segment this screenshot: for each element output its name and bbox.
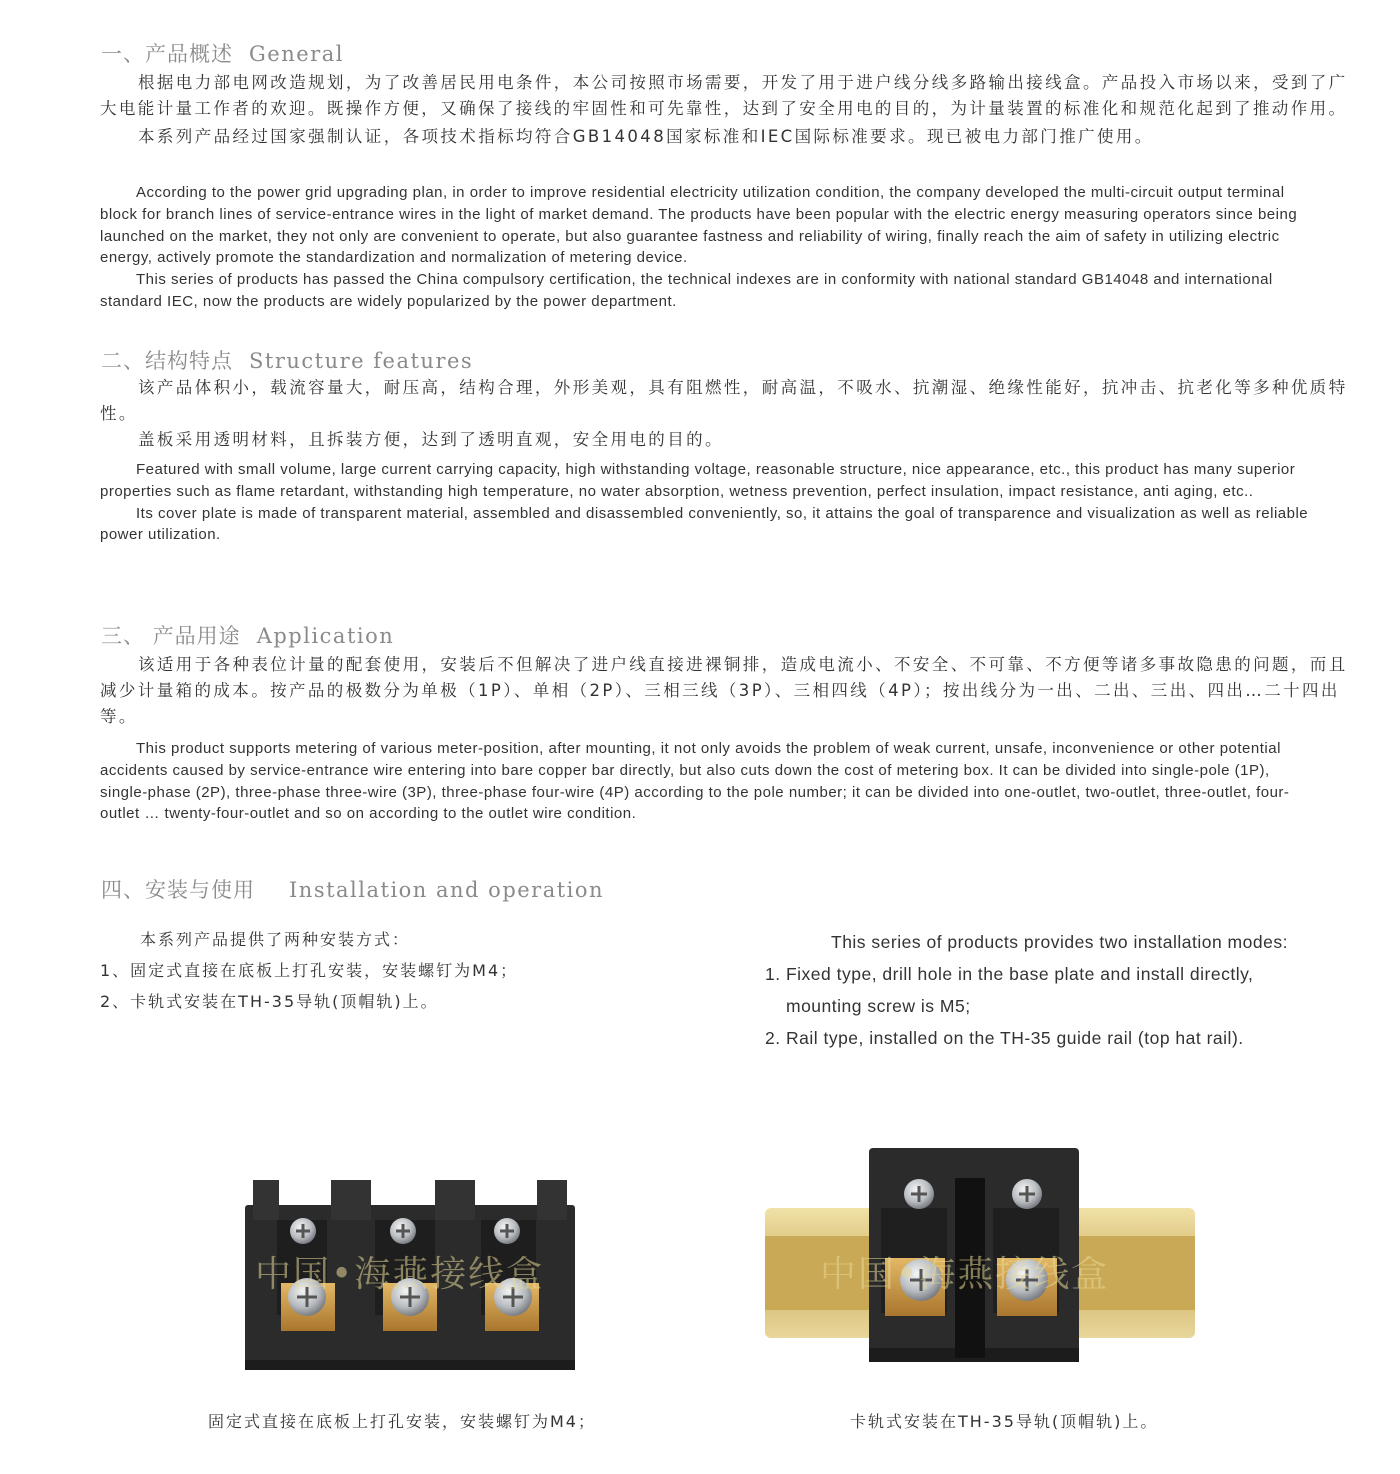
paragraph: Featured with small volume, large current carrying capacity, high withstanding voltage, reasonable structure, nice appearance, etc., this product has many superior properties such as flame retardant, withstanding high temperature, no water absorption, wetness prevention, perfect insulation, impact resistance, anti aging, etc.. [100,461,1296,500]
heading-zh: 四、安装与使用 [101,878,255,902]
installation-en-item: 2. Rail type, installed on the TH-35 guide rail (top hat rail). [765,1028,1244,1048]
installation-en-item: 1. Fixed type, drill hole in the base plate and install directly, [765,964,1254,984]
watermark: 中国•海燕接线盒 [820,1254,1110,1295]
installation-zh-intro: 本系列产品提供了两种安装方式： [140,930,411,949]
paragraph: 该适用于各种表位计量的配套使用，安装后不但解决了进户线直接进裸铜排，造成电流小、不安全、不可靠、不方便等诸多事故隐患的问题，而且减少计量箱的成本。按产品的极数分为单极（1P）、单相（2P）、三相三线（3P）、三相四线（4P）；按出线分为一出、二出、三出、四出…二十四出等。 [100,655,1348,726]
heading-zh: 二、结构特点 [101,349,233,373]
paragraph: Its cover plate is made of transparent material, assembled and disassembled conveniently, so, it attains the goal of transparence and visualization as well as reliable power utilization. [100,504,1309,544]
installation-zh-item: 1、固定式直接在底板上打孔安装，安装螺钉为M4； [100,961,519,980]
heading-en: Installation and operation [289,878,605,902]
paragraph: 该产品体积小，载流容量大，耐压高，结构合理，外形美观，具有阻燃性，耐高温，不吸水、抗潮湿、绝缘性能好，抗冲击、抗老化等多种优质特性。 [100,378,1348,423]
right-photo-caption: 卡轨式安装在TH-35导轨(顶帽轨)上。 [850,1412,1159,1431]
application-zh-text [100,652,1365,730]
installation-zh-item: 2、卡轨式安装在TH-35导轨(顶帽轨)上。 [100,992,439,1011]
paragraph: 盖板采用透明材料，且拆装方便，达到了透明直观，安全用电的目的。 [138,430,724,449]
installation-en-intro: This series of products provides two installation modes: [831,932,1288,952]
left-photo-caption: 固定式直接在底板上打孔安装，安装螺钉为M4； [208,1412,596,1431]
structure-en-text [100,459,1310,546]
paragraph: According to the power grid upgrading plan, in order to improve residential electricity utilization condition, the company developed the multi-circuit output terminal block for branch lines of service-entrance wires in the light of market demand. The products have been popular with the electric energy measuring operators since being launched on the market, they not only are convenient to operate, but also guarantee fastness and reliability of wiring, finally reach the aim of safety in utilizing electric energy, actively promote the standardization and normalization of metering device. [100,184,1298,267]
heading-en: General [249,42,344,66]
paragraph: This product supports metering of various meter-position, after mounting, it not only avoids the problem of weak current, unsafe, inconvenience or other potential accidents caused by service-entrance wire entering into bare copper bar directly, but also cuts down the cost of metering box. It can be divided into single-pole (1P), single-phase (2P), three-phase three-wire (3P), three-phase four-wire (4P) according to the pole number; it can be divided into one-outlet, two-outlet, three-outlet, four-outlet … twenty-four-outlet and so on according to the outlet wire condition. [100,740,1290,823]
application-en-text [100,738,1310,825]
heading-en: Application [256,624,395,648]
section-heading-general [101,38,344,68]
heading-zh: 三、 产品用途 [101,624,241,648]
installation-en [765,926,1365,1054]
installation-zh [100,924,660,1017]
general-en-text [100,182,1310,313]
general-zh-text [100,70,1365,150]
installation-en-item: mounting screw is M5; [786,996,971,1016]
paragraph: 本系列产品经过国家强制认证，各项技术指标均符合GB14048国家标准和IEC国际标准要求。现已被电力部门推广使用。 [138,127,1154,146]
paragraph: 根据电力部电网改造规划，为了改善居民用电条件，本公司按照市场需要，开发了用于进户线分线多路输出接线盒。产品投入市场以来，受到了广大电能计量工作者的欢迎。既操作方便，又确保了接线的牢固性和可先靠性，达到了安全用电的目的，为计量装置的标准化和规范化起到了推动作用。 [100,73,1348,118]
section-heading-application [101,620,394,650]
paragraph: This series of products has passed the China compulsory certification, the technical indexes are in conformity with national standard GB14048 and international standard IEC, now the products are widely popularized by the power department. [100,271,1273,310]
structure-zh-text [100,375,1365,453]
heading-en: Structure features [249,349,474,373]
heading-zh: 一、产品概述 [101,42,233,66]
section-heading-structure [101,345,473,375]
watermark: 中国•海燕接线盒 [255,1254,545,1295]
section-heading-installation [101,874,604,904]
